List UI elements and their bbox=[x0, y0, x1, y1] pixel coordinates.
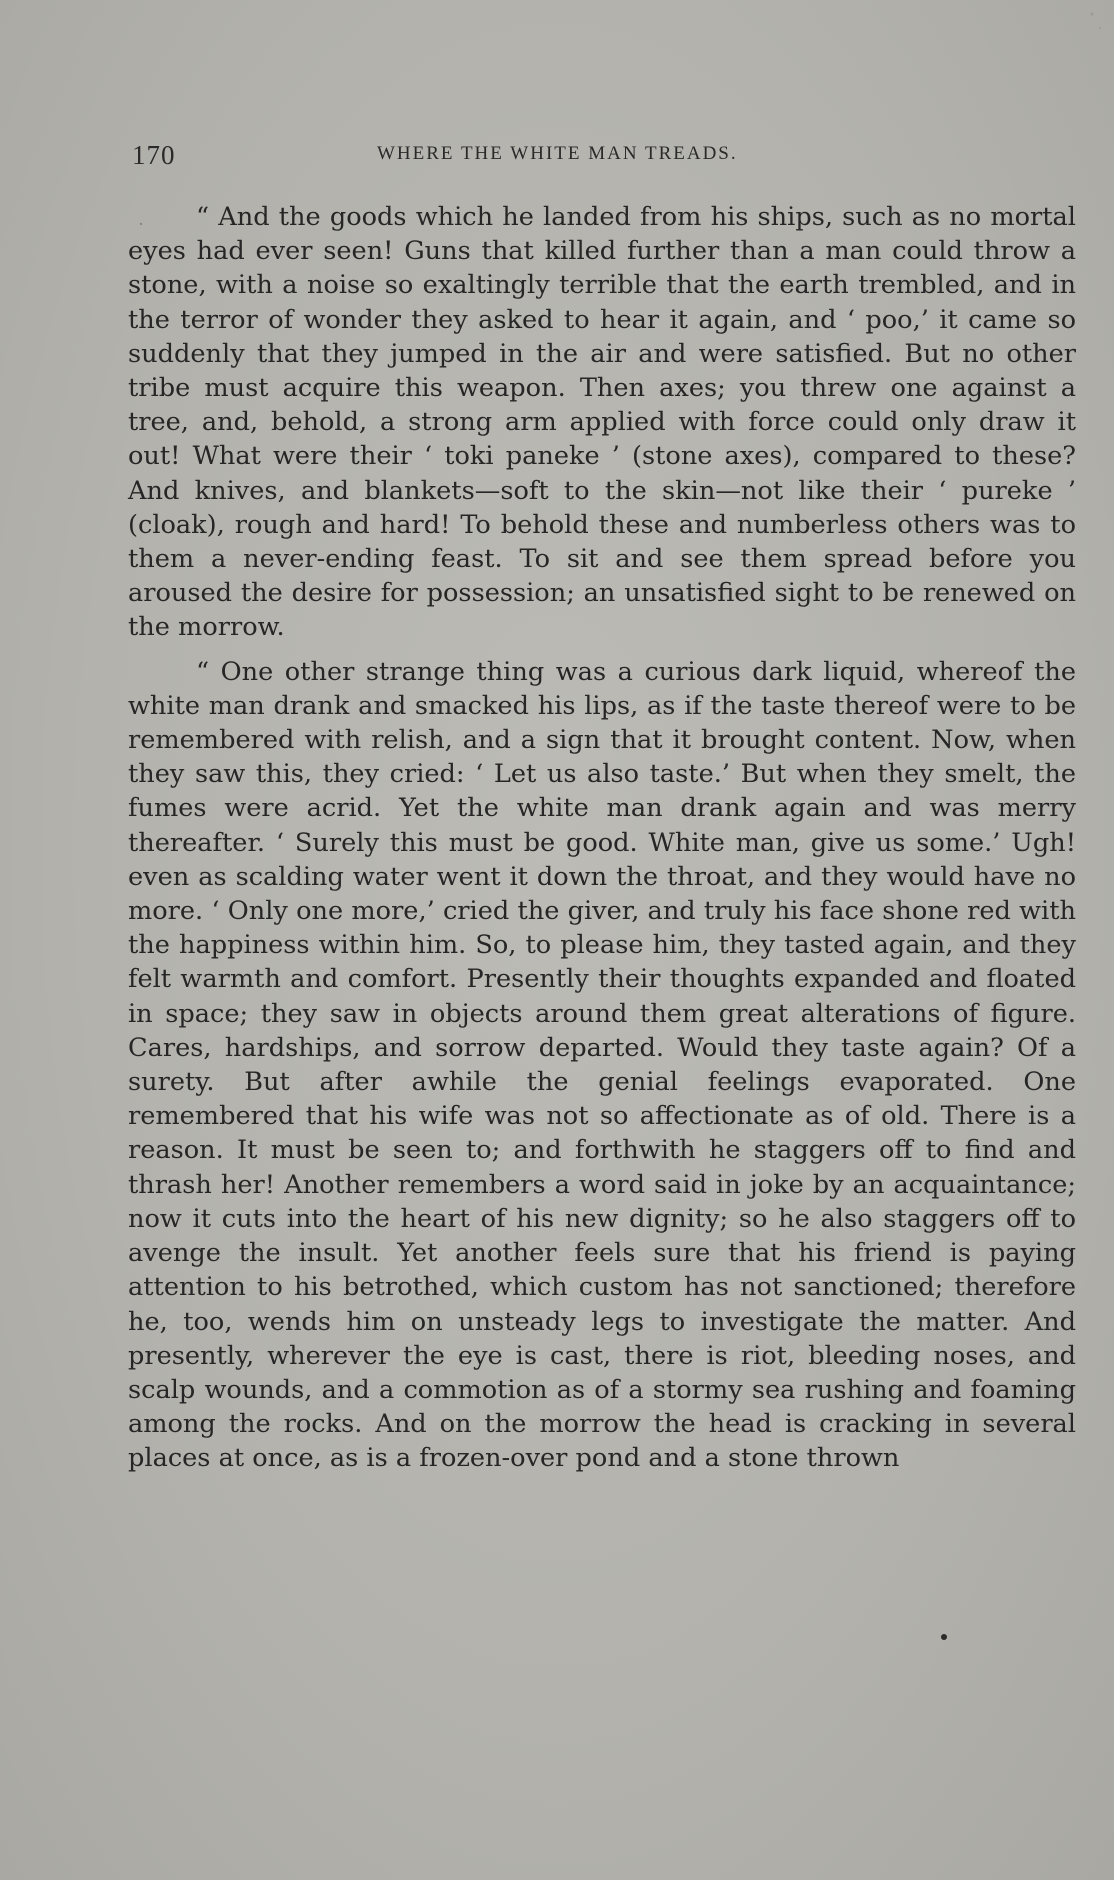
paper-speck bbox=[941, 1634, 947, 1640]
paragraph: “ One other strange thing was a curious dark liquid, whereof the white man drank and smacked his lips, as if the taste thereof were to be remembered with relish, and a sign that it brought content. Now, when they saw this, they cried: ‘ Let us also taste.’ But when they smelt, the fumes were acrid. Yet the white man drank again and was merry thereafter. ‘ Surely this must be good. White man, give us some.’ Ugh! even as scalding water went it down the throat, and they would have no more. ‘ Only one more,’ cried the giver, and truly his face shone red with the happiness within him. So, to please him, they tasted again, and they felt warmth and comfort. Presently their thoughts expanded and floated in space; they saw in objects around them great alterations of figure. Cares, hardships, and sorrow departed. Would they taste again? Of a surety. But after awhile the genial feelings evaporated. One remembered that his wife was not so affectionate as of old. There is a reason. It must be seen to; and forthwith he staggers off to find and thrash her! Another remembers a word said in joke by an acquaintance; now it cuts into the heart of his new dignity; so he also staggers off to avenge the insult. Yet another feels sure that his friend is paying attention to his betrothed, which custom has not sanctioned; therefore he, too, wends him on unsteady legs to investigate the matter. And presently, wherever the eye is cast, there is riot, bleeding noses, and scalp wounds, and a commotion as of a stormy sea rushing and foaming among the rocks. And on the morrow the head is cracking in several places at once, as is a frozen-over pond and a stone thrown bbox=[128, 656, 1076, 1474]
paper-speck bbox=[1091, 13, 1094, 16]
running-title: WHERE THE WHITE MAN TREADS. bbox=[377, 143, 738, 164]
paper-speck bbox=[1099, 27, 1101, 29]
page-header bbox=[132, 140, 1072, 176]
page-number: 170 bbox=[132, 140, 176, 170]
paragraph: “ And the goods which he landed from his ships, such as no mortal eyes had ever seen! Guns that killed further than a man could throw a stone, with a noise so exaltingly terrible that the earth trembled, and in the terror of wonder they asked to hear it again, and ‘ poo,’ it came so suddenly that they jumped in the air and were satisfied. But no other tribe must acquire this weapon. Then axes; you threw one against a tree, and, behold, a strong arm applied with force could only draw it out! What were their ‘ toki paneke ’ (stone axes), compared to these? And knives, and blankets—soft to the skin—not like their ‘ pureke ’ (cloak), rough and hard! To behold these and numberless others was to them a never-ending feast. To sit and see them spread before you aroused the desire for possession; an unsatisfied sight to be renewed on the morrow. bbox=[128, 202, 1076, 643]
body-text bbox=[128, 200, 1076, 1476]
